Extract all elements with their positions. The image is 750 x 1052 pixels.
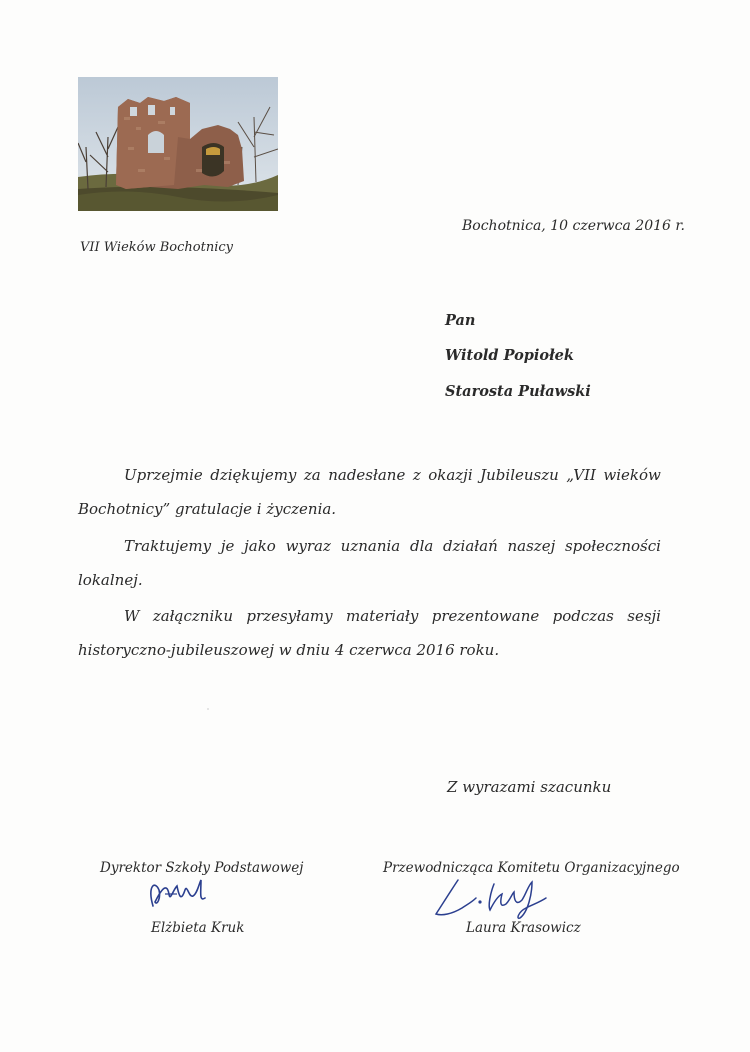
body-word: z bbox=[412, 466, 421, 484]
closing-phrase: Z wyrazami szacunku bbox=[447, 778, 612, 796]
body-word: Uprzejmie bbox=[124, 466, 203, 484]
body-word: sesji bbox=[627, 607, 661, 625]
signatory-role-right: Przewodnicząca Komitetu Organizacyjnego bbox=[383, 860, 680, 876]
body-word: prezentowane bbox=[431, 607, 540, 625]
body-line bbox=[124, 537, 661, 555]
letterhead-title: VII Wieków Bochotnicy bbox=[80, 240, 233, 255]
body-line: Bochotnicy” gratulacje i życzenia. bbox=[78, 500, 337, 518]
body-word: je bbox=[220, 537, 235, 555]
body-word: nadesłane bbox=[328, 466, 406, 484]
letter-date: Bochotnica, 10 czerwca 2016 r. bbox=[462, 218, 685, 234]
body-word: wyraz bbox=[285, 537, 331, 555]
recipient-title: Starosta Puławski bbox=[445, 383, 591, 400]
body-word: wieków bbox=[603, 466, 661, 484]
body-line bbox=[124, 607, 661, 625]
body-line bbox=[124, 466, 661, 484]
body-word: „VII bbox=[566, 466, 596, 484]
body-word: Jubileuszu bbox=[480, 466, 559, 484]
handwritten-signature-left bbox=[143, 876, 223, 916]
body-word: dziękujemy bbox=[210, 466, 297, 484]
body-word: podczas bbox=[552, 607, 614, 625]
body-line: lokalnej. bbox=[78, 571, 143, 589]
body-word: okazji bbox=[428, 466, 473, 484]
body-word: Traktujemy bbox=[124, 537, 212, 555]
body-word: załączniku bbox=[152, 607, 233, 625]
signatory-role-left: Dyrektor Szkoły Podstawowej bbox=[100, 860, 304, 876]
body-word: za bbox=[303, 466, 321, 484]
body-word: W bbox=[124, 607, 140, 625]
signatory-name-left: Elżbieta Kruk bbox=[151, 920, 245, 936]
body-word: społeczności bbox=[564, 537, 661, 555]
scan-speck bbox=[207, 708, 209, 710]
body-word: naszej bbox=[507, 537, 556, 555]
signatory-name-right: Laura Krasowicz bbox=[466, 920, 581, 936]
body-word: uznania bbox=[340, 537, 401, 555]
body-line: historyczno-jubileuszowej w dniu 4 czerwca 2016 roku. bbox=[78, 641, 500, 659]
castle-ruin-photo bbox=[78, 77, 278, 211]
recipient-salutation: Pan bbox=[445, 312, 476, 329]
body-word: materiały bbox=[346, 607, 419, 625]
recipient-name: Witold Popiołek bbox=[445, 347, 574, 364]
body-word: działań bbox=[443, 537, 498, 555]
body-word: dla bbox=[409, 537, 434, 555]
body-word: przesyłamy bbox=[246, 607, 333, 625]
body-word: jako bbox=[244, 537, 276, 555]
